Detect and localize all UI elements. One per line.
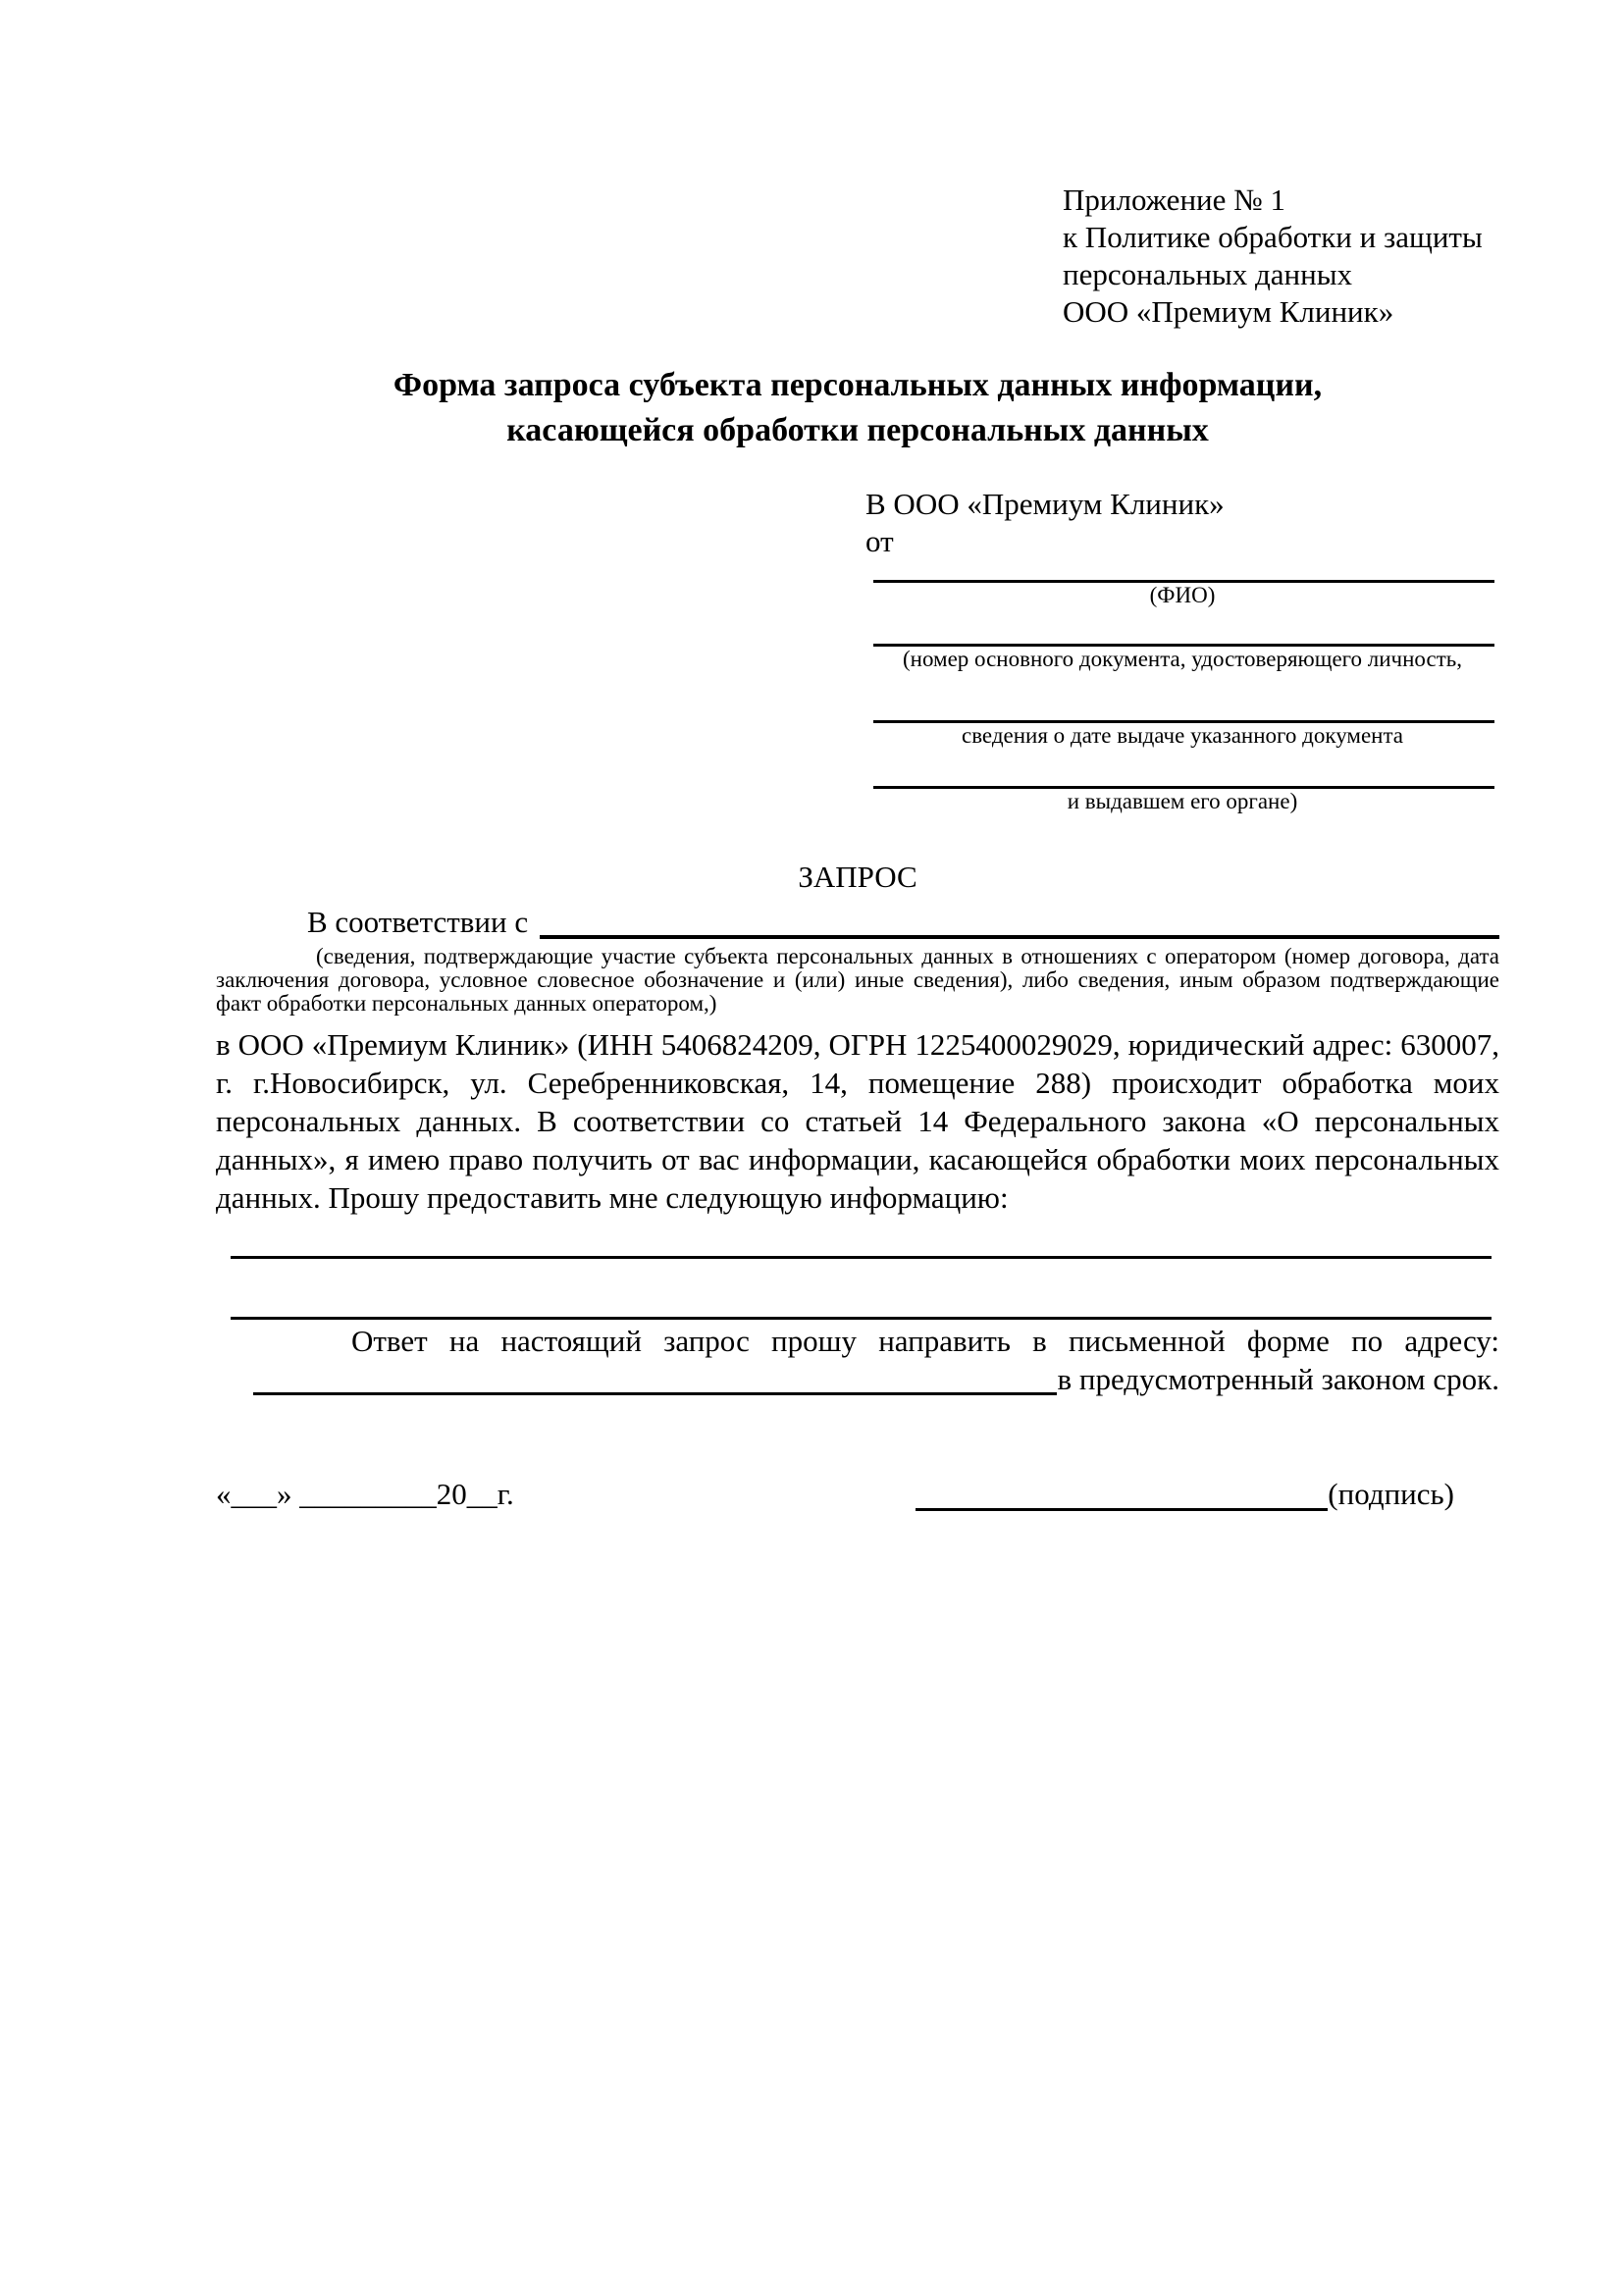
- document-title: [216, 363, 1499, 453]
- addressee-block: [865, 486, 1499, 814]
- reply-sentence: Ответ на настоящий запрос прошу направить в письменной форме по адресу:: [351, 1324, 1499, 1358]
- date-signature-row: [216, 1475, 1499, 1514]
- annex-header-line: персональных данных: [1063, 257, 1353, 291]
- request-intro-row: [216, 904, 1499, 941]
- fio-caption: (ФИО): [1149, 583, 1216, 607]
- addressee-from-label: от: [865, 524, 894, 558]
- annex-header: [1063, 182, 1499, 331]
- issuing-authority-caption: и выдавшем его органе): [1067, 789, 1298, 813]
- basis-explanatory-note: (сведения, подтверждающие участие субъекта персональных данных в отношениях с оператором (номер договора, дата заключения договора, условное словесное обозначение и (или) иные сведения), либо сведения, иным образом подтверждающие факт обработки персональных данных оператором,): [216, 944, 1499, 1016]
- fio-input-line[interactable]: [873, 560, 1494, 583]
- request-body-paragraph: в ООО «Премиум Клиник» (ИНН 5406824209, ОГРН 1225400029029, юридический адрес: 630007, г. г.Новосибирск, ул. Серебренниковская, 14, помещение 288) происходит обработка моих персональных данных. В соответствии со статьей 14 Федерального закона «О персональных данных», я имею право получить от вас информации, касающейся обработки моих персональных данных. Прошу предоставить мне следующую информацию:: [216, 1027, 1499, 1215]
- document-title-line1: Форма запроса субъекта персональных данных информации,: [393, 367, 1323, 403]
- document-number-input-line[interactable]: [873, 608, 1494, 647]
- request-heading: ЗАПРОС: [798, 860, 917, 894]
- addressee-to: В ООО «Премиум Клиник»: [865, 487, 1225, 521]
- basis-input-line[interactable]: [540, 906, 1499, 939]
- reply-address-row: [216, 1360, 1499, 1398]
- signature-input-line[interactable]: [916, 1477, 1328, 1511]
- document-number-caption: (номер основного документа, удостоверяющего личность,: [902, 647, 1462, 671]
- annex-header-line: Приложение № 1: [1063, 183, 1285, 217]
- issuing-authority-input-line[interactable]: [873, 749, 1494, 789]
- annex-header-line: к Политике обработки и защиты: [1063, 220, 1483, 254]
- signature-caption: (подпись): [1328, 1477, 1454, 1511]
- address-input-line[interactable]: [253, 1363, 1057, 1395]
- requested-info-line-1[interactable]: [231, 1226, 1492, 1259]
- signature-group: [916, 1475, 1454, 1514]
- date-field[interactable]: «___» _________20__г.: [216, 1477, 514, 1511]
- issue-date-input-line[interactable]: [873, 672, 1494, 723]
- annex-header-line: ООО «Премиум Клиник»: [1063, 294, 1394, 329]
- document-content: [216, 0, 1499, 1514]
- document-title-line2: касающейся обработки персональных данных: [506, 412, 1209, 448]
- intro-prefix: В соответствии с: [307, 905, 529, 939]
- requested-info-line-2[interactable]: [231, 1287, 1492, 1320]
- reply-suffix: в предусмотренный законом срок.: [1057, 1362, 1499, 1396]
- issue-date-caption: сведения о дате выдаче указанного документа: [961, 723, 1404, 748]
